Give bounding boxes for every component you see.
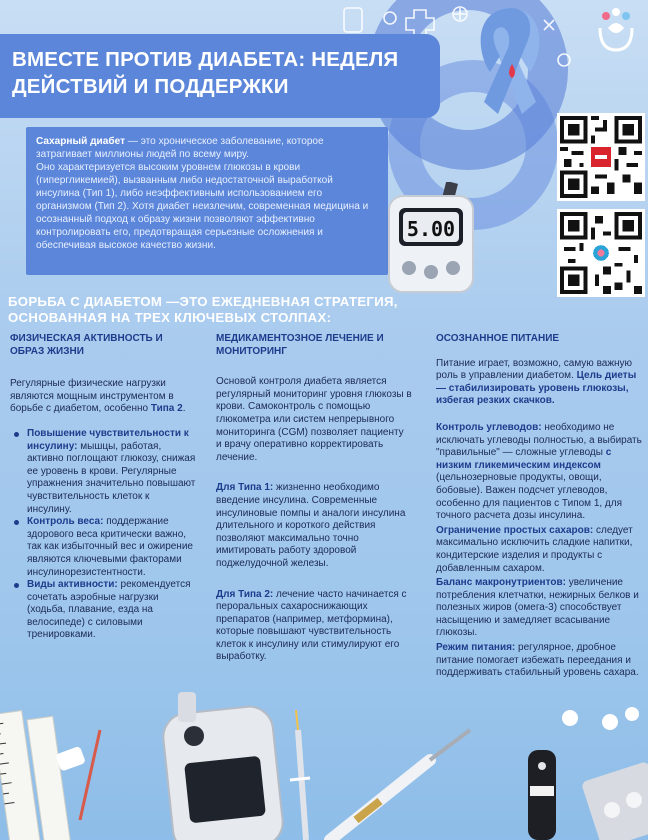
item-text: рекомендуется сочетать аэробные нагрузки (ходьба, плавание, езда на велосипеде) с силовыми тренировками. <box>27 579 191 641</box>
column-heading: ФИЗИЧЕСКАЯ АКТИВНОСТЬ И ОБРАЗ ЖИЗНИ <box>10 333 163 357</box>
paragraph <box>216 482 412 570</box>
paragraph-bold: Для Типа 1: <box>216 482 274 494</box>
column-medication <box>216 333 412 664</box>
paragraph <box>436 422 642 523</box>
paragraph-text: увеличение потребления клетчатки, нежирных белков и полезных жиров (омега-3) способствует насыщению и замедляет всасывание глюкозы. <box>436 577 639 639</box>
paragraph-bold: Ограничение простых сахаров: <box>436 524 594 536</box>
page-title: ВМЕСТЕ ПРОТИВ ДИАБЕТА: НЕДЕЛЯ ДЕЙСТВИЙ И ПОДДЕРЖКИ <box>12 48 399 98</box>
organization-logo-icon <box>594 6 638 54</box>
paragraph-text: Питание играет, возможно, самую важную роль в управлении диабетом. <box>436 357 633 382</box>
qr-code-bottom[interactable] <box>557 209 645 297</box>
lancet-device-icon <box>528 750 556 840</box>
intro-bold: Типа 2 <box>150 403 183 415</box>
qr-code-top[interactable] <box>557 113 645 201</box>
column-heading: МЕДИКАМЕНТОЗНОЕ ЛЕЧЕНИЕ И МОНИТОРИНГ <box>216 333 384 357</box>
blue-ribbon-icon <box>470 2 550 122</box>
paragraph <box>436 642 642 680</box>
item-bold: Повышение чувствительности к инсулину: <box>27 427 189 452</box>
paragraph-text: необходимо не исключать углеводы полностью, а выбирать "правильные" — сложные углеводы <box>436 421 642 459</box>
paragraph-text: лечение часто начинается с пероральных сахароснижающих препаратов (например, метформина), которые повышают чувствительность клеток к инсулину или стимулируют его выработку. <box>216 588 407 663</box>
medical-supplies-illustration <box>0 690 648 840</box>
item-bold: Виды активности: <box>27 579 118 591</box>
paragraph: Основой контроля диабета является регулярный мониторинг уровня глюкозы в крови. Самоконтроль с помощью глюкометра или систем непрерывного мониторинга (CGM) позволяет пациенту и врачу оперативно корректировать лечение. <box>216 376 412 463</box>
list-item <box>10 428 196 516</box>
paragraph-bold: Для Типа 2: <box>216 588 274 600</box>
insulin-pen-icon <box>330 730 470 840</box>
bullet-list <box>10 428 196 642</box>
paragraph <box>436 358 642 408</box>
item-text: мышцы, работая, активно поглощают глюкозу, снижая ее уровень в крови. Регулярные упражнения значительно повышают чувствительность клеток к инсулину. <box>27 440 196 515</box>
intro-lead-text: — это хроническое заболевание, которое затрагивает миллионы людей по всему миру. <box>36 136 324 160</box>
paragraph-bold: Контроль углеводов: <box>436 421 542 433</box>
paragraph-bold: Баланс макронутриентов: <box>436 577 566 589</box>
title-banner <box>0 34 440 118</box>
blister-pack-icon <box>581 761 648 840</box>
paragraph <box>216 589 412 665</box>
pill-icon <box>602 714 618 730</box>
measuring-tape-icon <box>0 706 71 840</box>
column-physical-activity <box>10 333 196 642</box>
glucometer-illustration <box>385 182 477 294</box>
paragraph-text: (цельнозерновые продукты, овощи, бобовые). Важен подсчет углеводов, особенно для пациентов с Типом 1, для точного расчета дозы инсулина. <box>436 472 623 522</box>
list-item <box>10 579 196 642</box>
paragraph-bold: Цель диеты — стабилизировать уровень глюкозы, избегая резких скачков. <box>436 370 637 407</box>
pill-icon <box>562 710 578 726</box>
column-heading: ОСОЗНАННОЕ ПИТАНИЕ <box>436 333 560 344</box>
intro-body-text: Оно характеризуется высоким уровнем глюкозы в крови (гипергликемией), вызванным либо недостаточной выработкой инсулина (Тип 1), либо неэффективным использованием его организмом (Тип 2). Хотя диабет неизлечим, современная медицина и осознанный подход к образу жизни позволяют эффективно контролировать его, предотвращая серьезные осложнения и обеспечивая высокое качество жизни. <box>36 162 369 251</box>
intro-text-box <box>26 127 388 275</box>
section-subheading: БОРЬБА С ДИАБЕТОМ —ЭТО ЕЖЕДНЕВНАЯ СТРАТЕГИЯ, ОСНОВАННАЯ НА ТРЕХ КЛЮЧЕВЫХ СТОЛПАХ: <box>8 294 398 325</box>
column-nutrition <box>436 333 642 680</box>
list-item <box>10 516 196 579</box>
intro-text: Регулярные физические нагрузки являются мощным инструментом в борьбе с диабетом, особенно <box>10 378 174 415</box>
glucometer-large-icon <box>161 692 285 840</box>
column-intro <box>10 378 196 416</box>
paragraph-text: следует максимально исключить сладкие напитки, кондитерские изделия и продукты с добавленным сахаром. <box>436 524 633 574</box>
intro-end: . <box>182 403 186 415</box>
paragraph <box>436 577 642 640</box>
meter-display-value: 5.00 <box>406 217 456 241</box>
item-bold: Контроль веса: <box>27 516 104 528</box>
paragraph-bold: с низким гликемическим индексом <box>436 447 612 471</box>
paragraph-text: жизненно необходимо введение инсулина. Современные инсулиновые помпы и аналоги инсулина длительного и короткого действия позволяют максимально точно имитировать работу здоровой поджелудочной железы. <box>216 482 406 569</box>
paragraph-text: регулярное, дробное питание помогает избежать переедания и поддерживать стабильный уровень сахара. <box>436 642 639 679</box>
paragraph-bold: Режим питания: <box>436 642 516 654</box>
syringe-icon <box>290 710 310 840</box>
pill-icon <box>625 707 639 721</box>
intro-lead-bold: Сахарный диабет <box>36 136 126 147</box>
item-text: поддержание здорового веса критически важно, так как избыточный вес и ожирение являются ключевыми факторами инсулинорезистентности. <box>27 516 193 578</box>
paragraph <box>436 525 642 575</box>
